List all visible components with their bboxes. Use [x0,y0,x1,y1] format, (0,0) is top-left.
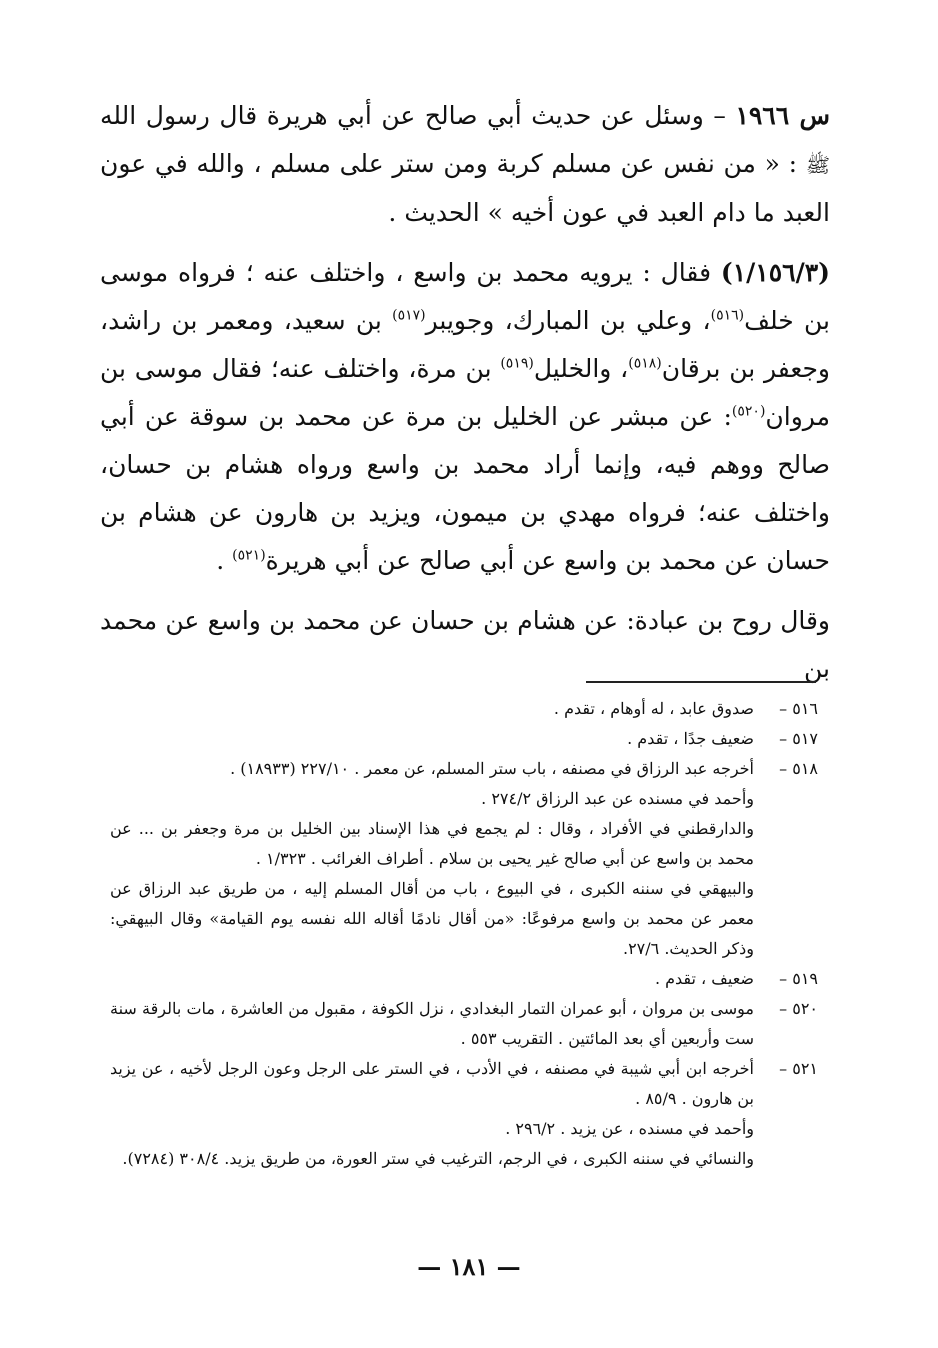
footnote-number: ٥٢١ – [779,1059,818,1078]
footnote-line: أخرجه ابن أبي شيبة في مصنفه ، في الأدب ، في الستر على الرجل وعون الرجل لأخيه ، عن يزيد بن هارون . ٨٥/٩ . [110,1059,754,1108]
main-text [100,92,830,705]
footnote-line: وأحمد في مسنده عن عبد الرزاق ٢٧٤/٢ . [481,789,754,808]
footnote-ref-519: (٥١٩) [500,355,534,372]
footnote-ref-521: (٥٢١) [232,547,266,564]
question-rest: : « من نفس عن مسلم كربة ومن ستر على مسلم ، والله في عون العبد ما دام العبد في عون أخيه » الحديث . [100,149,830,227]
answer-text-4: ، والخليل [533,354,629,383]
footnote-line: وأحمد في مسنده ، عن يزيد . ٢٩٦/٢ . [505,1119,754,1138]
footnote-number: ٥١٩ – [779,969,818,988]
footnote-516 [110,694,818,724]
question-number: س ١٩٦٦ [735,101,830,130]
salutation-glyph: ﷺ [805,153,830,177]
footnote-ref-517: (٥١٧) [392,307,426,324]
footnote-line: أخرجه عبد الرزاق في مصنفه ، باب ستر المسلم، عن معمر . ٢٢٧/١٠ (١٨٩٣٣) . [230,759,754,778]
footnote-number: ٥٢٠ – [779,999,818,1018]
answer-text-3: بن سعيد، ومعمر بن راشد، وجعفر بن برقان [100,306,830,383]
footnote-line: صدوق عابد ، له أوهام ، تقدم . [553,699,754,718]
footnote-separator [586,681,816,683]
footnote-line: والدارقطني في الأفراد ، وقال : لم يجمع في هذا الإسناد بين الخليل بن مرة وجعفر بن ... عن محمد بن واسع عن أبي صالح غير يحيى بن سلام . أطراف الغرائب . ١/٣٢٣ . [110,819,754,868]
footnote-520 [110,994,818,1054]
footnote-521 [110,1054,818,1174]
answer-paragraph [100,249,830,585]
footnote-line: ضعيف ، تقدم . [654,969,754,988]
question-paragraph [100,92,830,237]
footnote-number: ٥١٨ – [779,759,818,778]
footnote-line: والنسائي في سننه الكبرى ، في الرجم، الترغيب في ستر العورة، من طريق يزيد. ٣٠٨/٤ (٧٢٨٤). [122,1149,754,1168]
page-number: — ١٨١ — [417,1252,521,1281]
answer-text-1: فقال : يرويه محمد بن واسع ، واختلف عنه ؛ فرواه موسى بن خلف [100,258,830,335]
footnote-519 [110,964,818,994]
footnote-line: موسى بن مروان ، أبو عمران التمار البغدادي ، نزل الكوفة ، مقبول من العاشرة ، مات بالرقة سنة ست وأربعين أي بعد المائتين . التقريب ٥٥٣ . [110,999,754,1048]
footnotes [110,694,818,1174]
footnote-ref-518: (٥١٨) [628,355,662,372]
footnote-517 [110,724,818,754]
footnote-number: ٥١٦ – [779,699,818,718]
footnote-number: ٥١٧ – [779,729,818,748]
footnote-ref-516: (٥١٦) [710,307,745,324]
question-text: – وسئل عن حديث أبي صالح عن أبي هريرة قال رسول الله [100,101,736,130]
footnote-518 [110,754,818,964]
footnote-line: ضعيف جدًا ، تقدم . [627,729,754,748]
answer-text-2: ، وعلي بن المبارك، وجويبر [425,306,711,335]
answer-text-5: بن مرة، واختلف عنه؛ فقال موسى بن مروان [100,354,830,431]
footnote-line: والبيهقي في سننه الكبرى ، في البيوع ، باب من أقال المسلم إليه ، من طريق عبد الرزاق عن معمر عن محمد بن واسع مرفوعًا: «من أقال نادمًا أقاله الله نفسه يوم القيامة» وقال البيهقي: وذكر الحديث. ٢٧/٦. [110,879,754,958]
last-paragraph: وقال روح بن عبادة: عن هشام بن حسان عن محمد بن واسع عن محمد بن [100,606,830,683]
footnote-ref-520: (٥٢٠) [731,403,766,420]
answer-text-7: . [216,546,233,575]
answer-reference: (١/١٥٦/٣) [720,258,830,287]
answer-text-6: : عن مبشر عن الخليل بن مرة عن محمد بن سوقة عن أبي صالح ووهم فيه، وإنما أراد محمد بن واسع ورواه هشام بن حسان، واختلف عنه؛ فرواه مهدي بن ميمون، ويزيد بن هارون عن هشام بن حسان عن محمد بن واسع عن أبي صالح عن أبي هريرة [100,402,830,575]
